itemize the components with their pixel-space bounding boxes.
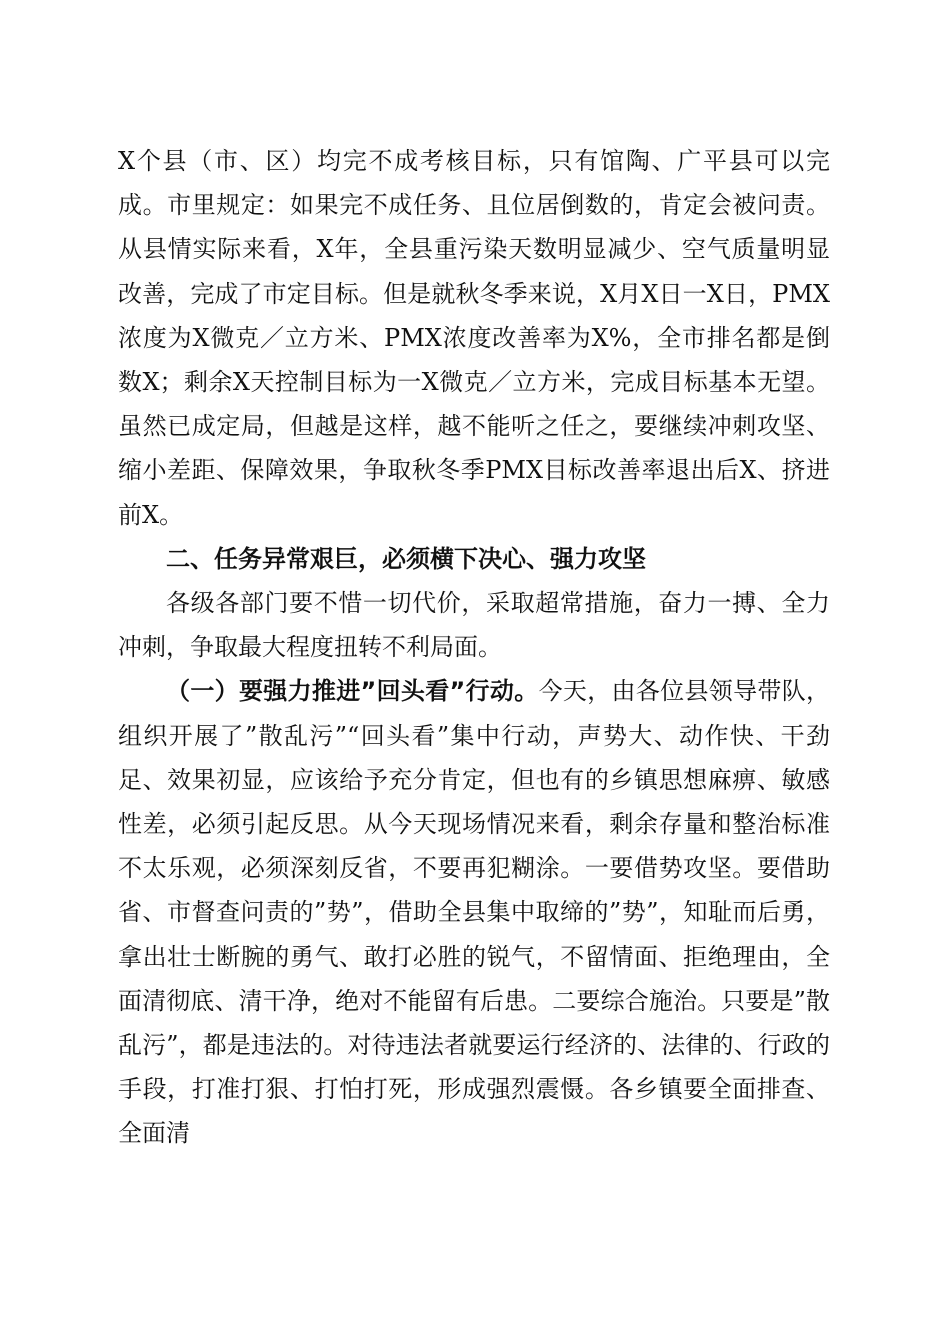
- subsection-text: 今天，由各位县领导带队，组织开展了”散乱污”“回头看”集中行动，声势大、动作快、干劲足、效果初显，应该给予充分肯定，但也有的乡镇思想麻痹、敏感性差，必须引起反思。从今天现场情况来看，剩余存量和整治标准不太乐观，必须深刻反省，不要再犯糊涂。一要借势攻坚。要借助省、市督查问责的”势”，借助全县集中取缔的”势”，知耻而后勇，拿出壮士断腕的勇气、敢打必胜的锐气，不留情面、拒绝理由，全面清彻底、清干净，绝对不能留有后患。二要综合施治。只要是”散乱污”，都是违法的。对待违法者就要运行经济的、法律的、行政的手段，打准打狠、打怕打死，形成强烈震慑。各乡镇要全面排查、全面清: [118, 677, 831, 1148]
- document-body: [118, 139, 830, 1156]
- section-heading: 二、任务异常艰巨，必须横下决心、强力攻坚: [166, 544, 646, 573]
- paragraph-continued: X个县（市、区）均完不成考核目标，只有馆陶、广平县可以完成。市里规定：如果完不成任务、且位居倒数的，肯定会被问责。从县情实际来看，X年，全县重污染天数明显减少、空气质量明显改善，完成了市定目标。但是就秋冬季来说，X月X日一X日，PMX浓度为X微克／立方米、PMX浓度改善率为X%，全市排名都是倒数X；剩余X天控制目标为一X微克／立方米，完成目标基本无望。虽然已成定局，但越是这样，越不能听之任之，要继续冲刺攻坚、缩小差距、保障效果，争取秋冬季PMX目标改善率退出后X、挤进前X。: [118, 147, 830, 529]
- subsection-heading: （一）要强力推进”回头看”行动。: [166, 677, 539, 706]
- paragraph-intro: 各级各部门要不惜一切代价，采取超常措施，奋力一搏、全力冲刺，争取最大程度扭转不利局面。: [118, 589, 830, 662]
- paragraph-subsection: [118, 669, 830, 1155]
